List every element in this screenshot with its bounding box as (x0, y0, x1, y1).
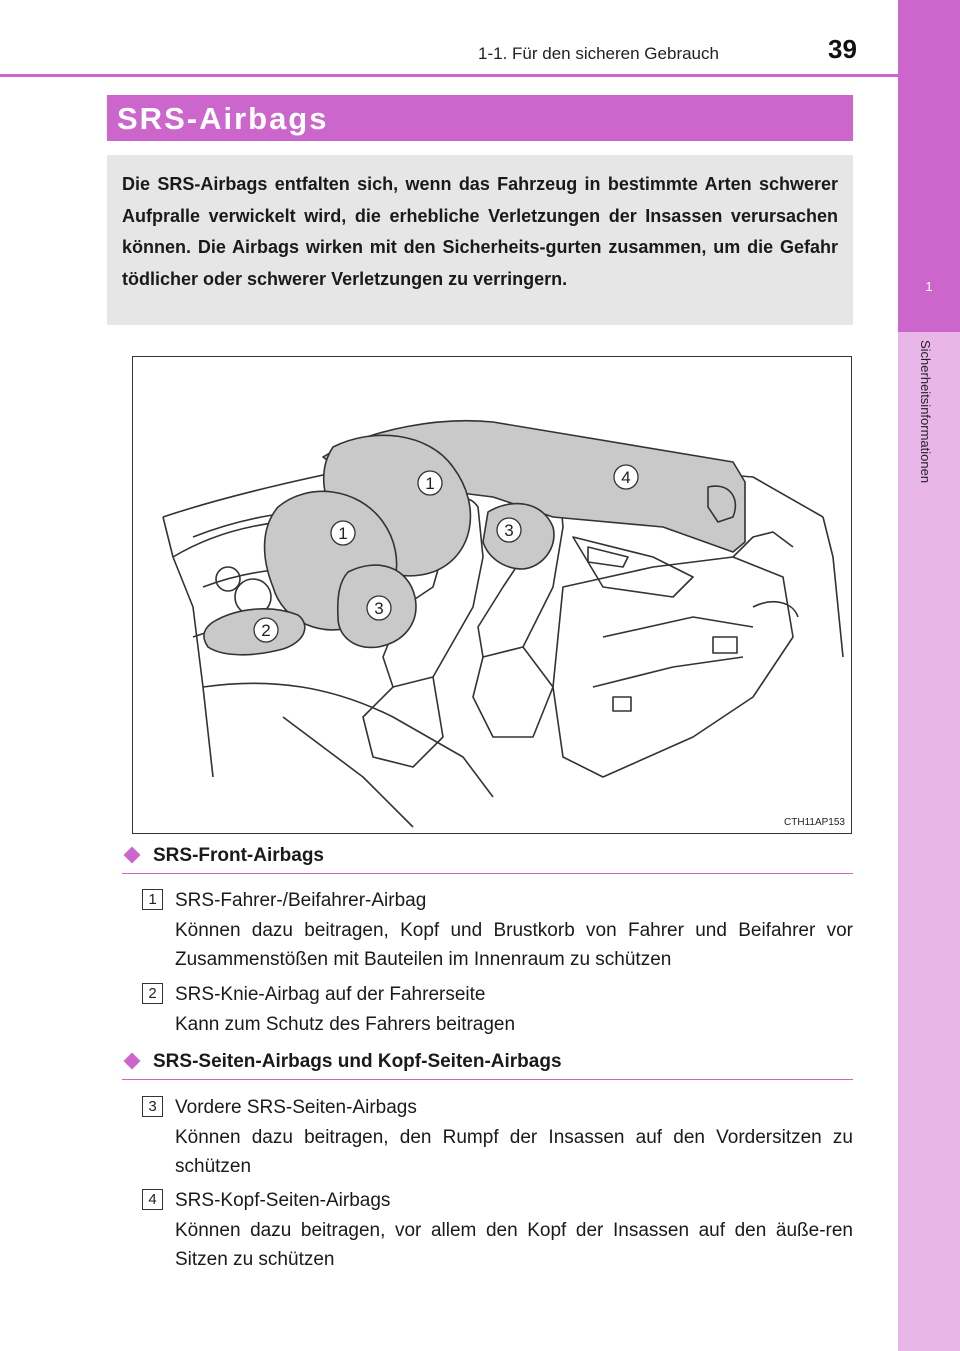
item-title: SRS-Knie-Airbag auf der Fahrerseite (175, 984, 486, 1005)
item-title: SRS-Kopf-Seiten-Airbags (175, 1190, 391, 1211)
item-description: Können dazu beitragen, Kopf und Brustkorb von Fahrer und Beifahrer vor Zusammenstößen mit Bauteilen im Innenraum zu schützen (175, 919, 853, 970)
item-description: Können dazu beitragen, vor allem den Kopf der Insassen auf den äuße-ren Sitzen zu schützen (175, 1219, 853, 1270)
header-rule (0, 74, 898, 77)
callout-1-passenger-label: 1 (425, 474, 435, 493)
page-number: 39 (828, 34, 857, 64)
callout-3-passenger (497, 518, 521, 542)
callout-1-passenger (418, 471, 442, 495)
callout-1-driver-label: 1 (338, 524, 348, 543)
section-heading-side (122, 1051, 853, 1080)
item-description: Kann zum Schutz des Fahrers beitragen (175, 1013, 516, 1035)
diamond-icon (124, 847, 141, 864)
figure-code: CTH11AP153 (784, 817, 845, 828)
list-item (142, 1186, 853, 1275)
page-title-bar (107, 95, 853, 141)
callout-3-passenger-label: 3 (504, 521, 514, 540)
item-number-badge: 2 (142, 983, 163, 1004)
list-item (142, 1093, 853, 1182)
list-item (142, 980, 853, 1039)
callout-4 (614, 465, 638, 489)
intro-text: Die SRS-Airbags entfalten sich, wenn das Fahrzeug in bestimmte Arten schwerer Aufpralle verwickelt wird, die erhebliche Verletzungen der Insassen verursachen können. Die Airbags wirken mit den Sicherheits-gurten zusammen, um die Gefahr tödlicher oder schwerer Verletzungen zu verringern. (122, 174, 838, 289)
chapter-title: Sicherheitsinformationen (918, 340, 933, 484)
item-number-badge: 4 (142, 1189, 163, 1210)
callout-3-driver-label: 3 (374, 599, 384, 618)
chapter-number: 1 (925, 279, 933, 294)
callout-2 (254, 618, 278, 642)
item-title: SRS-Fahrer-/Beifahrer-Airbag (175, 890, 427, 911)
item-title: Vordere SRS-Seiten-Airbags (175, 1097, 417, 1118)
section-path: 1-1. Für den sicheren Gebrauch (478, 44, 719, 63)
callout-2-label: 2 (261, 621, 271, 640)
airbag-illustration (133, 357, 850, 832)
callout-1-driver (331, 521, 355, 545)
chapter-number-tab[interactable] (898, 0, 960, 332)
diamond-icon (124, 1053, 141, 1070)
callout-4-label: 4 (621, 468, 631, 487)
callout-3-driver (367, 596, 391, 620)
item-number-badge: 3 (142, 1096, 163, 1117)
section-heading-text: SRS-Seiten-Airbags und Kopf-Seiten-Airbags (153, 1051, 562, 1072)
list-item (142, 886, 853, 975)
airbag-figure (132, 356, 852, 834)
item-description: Können dazu beitragen, den Rumpf der Insassen auf den Vordersitzen zu schützen (175, 1126, 853, 1177)
section-heading-text: SRS-Front-Airbags (153, 845, 324, 866)
intro-box (107, 155, 853, 325)
page-title: SRS-Airbags (117, 101, 329, 136)
item-number-badge: 1 (142, 889, 163, 910)
section-heading-front (122, 845, 853, 874)
